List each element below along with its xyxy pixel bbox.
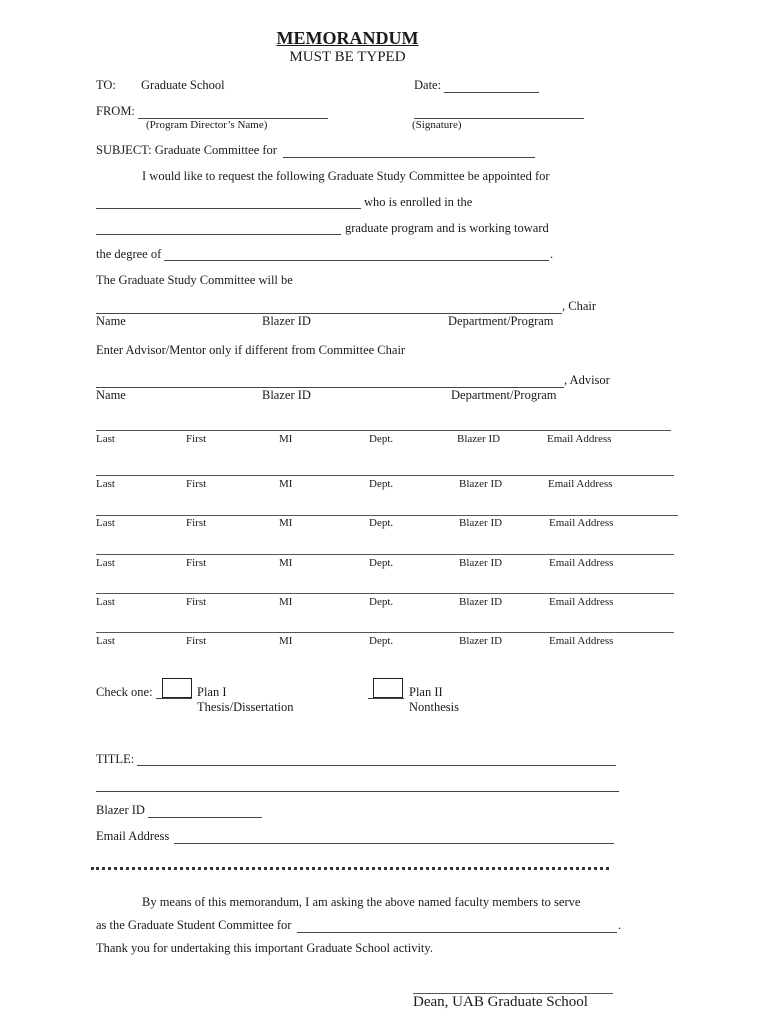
member-last-label: Last: [96, 517, 115, 529]
subject-field[interactable]: [283, 157, 535, 158]
plan1-sublabel: Thesis/Dissertation: [197, 700, 294, 714]
signature-hint: (Signature): [412, 119, 462, 131]
member-first-label: First: [186, 433, 207, 445]
check-underline-1: [156, 698, 192, 699]
student-name-field[interactable]: [96, 208, 361, 209]
title-field-line-2[interactable]: [96, 791, 619, 792]
member-dept-label: Dept.: [369, 433, 394, 445]
program-director-hint: (Program Director’s Name): [146, 119, 268, 131]
member-line-5[interactable]: [96, 593, 674, 594]
member-dept-label: Dept.: [369, 596, 394, 608]
member-dept-label: Dept.: [369, 478, 394, 490]
title-label: TITLE:: [96, 752, 135, 766]
member-last-label: Last: [96, 635, 115, 647]
member-mi-label: MI: [279, 433, 293, 445]
member-blazer-label: Blazer ID: [457, 433, 501, 445]
member-last-label: Last: [96, 478, 115, 490]
member-blazer-label: Blazer ID: [459, 517, 503, 529]
member-email-label: Email Address: [548, 478, 613, 490]
request-text: I would like to request the following Graduate Study Committee be appointed for: [142, 169, 550, 183]
member-mi-label: MI: [279, 478, 293, 490]
member-mi-label: MI: [279, 635, 293, 647]
closing-line-1: By means of this memorandum, I am asking the above named faculty members to serve: [142, 895, 581, 909]
dotted-separator: [91, 867, 609, 870]
to-value: Graduate School: [141, 78, 225, 92]
member-email-label: Email Address: [547, 433, 612, 445]
member-line-2[interactable]: [96, 475, 674, 476]
plan2-label: Plan II: [409, 685, 443, 699]
member-first-label: First: [186, 635, 207, 647]
chair-suffix: , Chair: [562, 299, 597, 313]
advisor-dept-label: Department/Program: [451, 388, 557, 402]
member-last-label: Last: [96, 433, 115, 445]
member-email-label: Email Address: [549, 635, 614, 647]
enrolled-text: who is enrolled in the: [364, 195, 473, 209]
member-line-1[interactable]: [96, 430, 671, 431]
closing-line-3: Thank you for undertaking this important Graduate School activity.: [96, 941, 433, 955]
advisor-name-label: Name: [96, 388, 126, 402]
degree-field[interactable]: [164, 260, 549, 261]
member-first-label: First: [186, 557, 207, 569]
member-mi-label: MI: [279, 557, 293, 569]
memo-title: MEMORANDUM: [276, 28, 419, 48]
member-first-label: First: [186, 517, 207, 529]
dean-signature-label: Dean, UAB Graduate School: [413, 994, 588, 1010]
advisor-note: Enter Advisor/Mentor only if different from Committee Chair: [96, 343, 406, 357]
member-blazer-label: Blazer ID: [459, 596, 503, 608]
member-dept-label: Dept.: [369, 517, 394, 529]
student-committee-field[interactable]: [297, 932, 617, 933]
member-line-6[interactable]: [96, 632, 674, 633]
advisor-suffix: , Advisor: [564, 373, 610, 387]
member-blazer-label: Blazer ID: [459, 478, 503, 490]
plan2-checkbox[interactable]: [373, 678, 403, 698]
member-first-label: First: [186, 478, 207, 490]
to-label: TO:: [96, 78, 116, 92]
member-email-label: Email Address: [549, 596, 614, 608]
closing-period: .: [618, 918, 622, 932]
committee-intro: The Graduate Study Committee will be: [96, 273, 293, 287]
chair-dept-label: Department/Program: [448, 314, 554, 328]
subject-label: SUBJECT: Graduate Committee for: [96, 143, 277, 157]
program-text: graduate program and is working toward: [345, 221, 549, 235]
blazer-id-field[interactable]: [148, 817, 262, 818]
member-email-label: Email Address: [549, 557, 614, 569]
closing-line-2: as the Graduate Student Committee for: [96, 918, 292, 932]
program-field[interactable]: [96, 234, 341, 235]
date-label: Date:: [414, 78, 442, 92]
date-field[interactable]: [444, 92, 539, 93]
email-field[interactable]: [174, 843, 614, 844]
member-dept-label: Dept.: [369, 635, 394, 647]
member-blazer-label: Blazer ID: [459, 557, 503, 569]
check-one-label: Check one:: [96, 685, 153, 699]
member-dept-label: Dept.: [369, 557, 394, 569]
member-blazer-label: Blazer ID: [459, 635, 503, 647]
plan2-sublabel: Nonthesis: [409, 700, 459, 714]
title-field-line-1[interactable]: [137, 765, 616, 766]
plan1-label: Plan I: [197, 685, 227, 699]
blazer-id-label: Blazer ID: [96, 803, 145, 817]
member-email-label: Email Address: [549, 517, 614, 529]
memo-subtitle: MUST BE TYPED: [289, 49, 406, 65]
plan1-checkbox[interactable]: [162, 678, 192, 698]
member-last-label: Last: [96, 596, 115, 608]
member-mi-label: MI: [279, 596, 293, 608]
advisor-blazer-label: Blazer ID: [262, 388, 311, 402]
chair-name-label: Name: [96, 314, 126, 328]
chair-blazer-label: Blazer ID: [262, 314, 311, 328]
member-line-4[interactable]: [96, 554, 674, 555]
member-first-label: First: [186, 596, 207, 608]
member-mi-label: MI: [279, 517, 293, 529]
degree-period: .: [550, 247, 554, 261]
member-last-label: Last: [96, 557, 115, 569]
from-label: FROM:: [96, 104, 135, 118]
check-underline-2: [368, 698, 404, 699]
email-label: Email Address: [96, 829, 170, 843]
degree-label: the degree of: [96, 247, 162, 261]
member-line-3[interactable]: [96, 515, 678, 516]
